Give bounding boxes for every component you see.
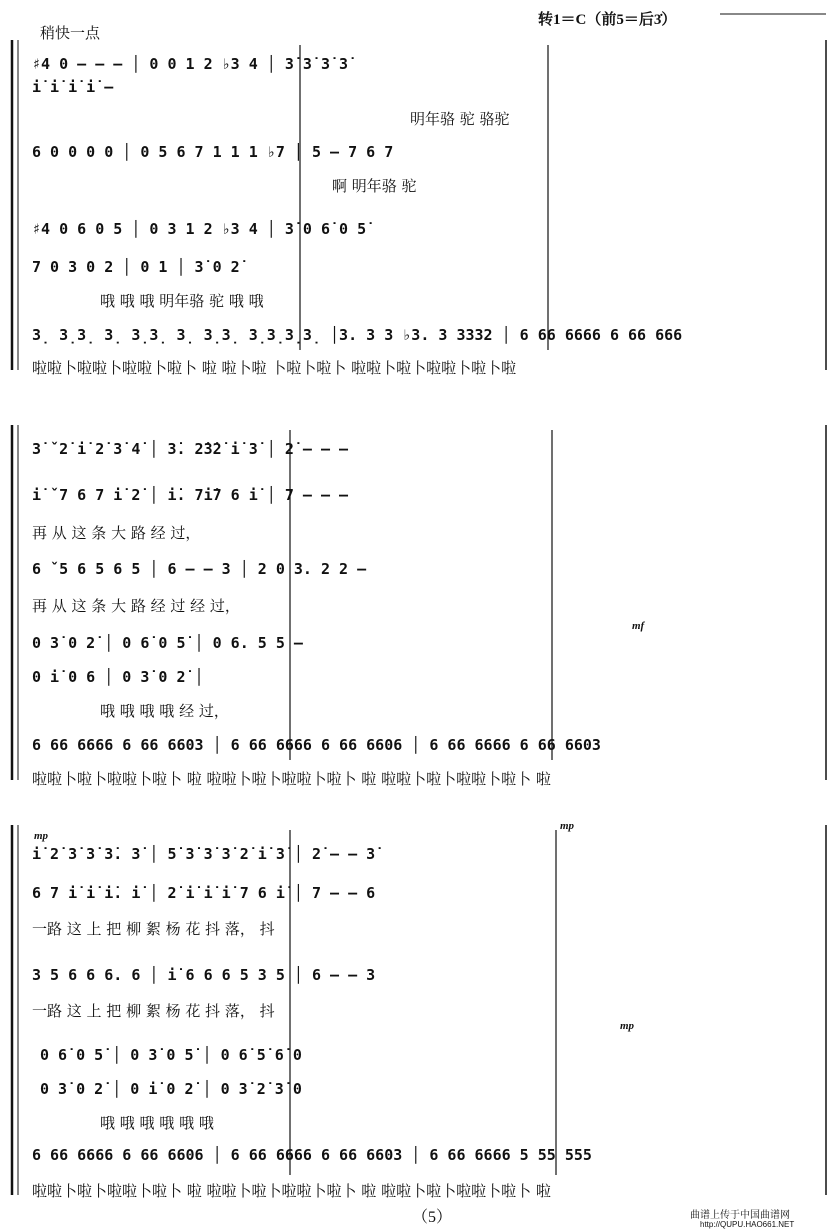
s1-alto-notes: 6 0 0 0 0 │ 0 5 6 7 1 1 1 ♭7 │ 5 – 7 6 7 — [32, 143, 394, 161]
s2-tenor2-notes: 0 i̇ 0 6 │ 0 3̇ 0 2̇ │ — [32, 668, 204, 686]
dynamic-mp-2: mp — [560, 820, 575, 832]
s1-lyric-2: 啊 明年骆 驼 — [332, 177, 417, 195]
s3-bass-notes: 6 66 6666 6 66 6606 │ 6 66 6666 6 66 6603 │ 6 66 6666 5 55 555 — [32, 1146, 592, 1164]
s1-lyric-3: 哦 哦 哦 明年骆 驼 哦 哦 — [100, 292, 264, 310]
s2-lyric-4: 啦啦卜啦卜啦啦卜啦卜 啦 啦啦卜啦卜啦啦卜啦卜 啦 啦啦卜啦卜啦啦卜啦卜 啦 — [32, 770, 551, 788]
s2-tenor-notes: 0 3̇ 0 2̇ │ 0 6̇ 0 5̇ │ 0 6. 5 5 – — [32, 634, 303, 652]
s2-soprano2-notes: i̇ ˇ7 6 7 i̇ 2̇ │ i̇. 7i̇7 6 i̇ │ 7 – – – — [32, 486, 349, 504]
s2-bass-notes: 6 66 6666 6 66 6603 │ 6 66 6666 6 66 6606 │ 6 66 6666 6 66 6603 — [32, 736, 601, 754]
watermark: 曲谱上传于中国曲谱网 — [690, 1210, 790, 1221]
s1-lyric-4: 啦啦卜啦啦卜啦啦卜啦卜 啦 啦卜啦 卜啦卜啦卜 啦啦卜啦卜啦啦卜啦卜啦 — [32, 359, 517, 377]
s2-alto-notes: 6 ˇ5 6 5 6 5 │ 6 – – 3 │ 2 0 3. 2 2 – — [32, 560, 367, 578]
dynamic-mp-1: mp — [34, 830, 49, 842]
dynamic-mp-3: mp — [620, 1020, 635, 1032]
s3-lyric-3: 哦 哦 哦 哦 哦 哦 — [100, 1114, 214, 1132]
s2-lyric-2: 再 从 这 条 大 路 经 过 经 过， — [32, 597, 240, 615]
key-change-marking: 转1＝C（前5＝后3̇） — [538, 12, 677, 28]
page-number: （5） — [412, 1209, 453, 1226]
s1-tenor2-notes: 7 0 3 0 2 │ 0 1 │ 3̇ 0 2̇ — [32, 258, 240, 276]
tempo-marking: 稍快一点 — [40, 26, 101, 42]
s3-lyric-4: 啦啦卜啦卜啦啦卜啦卜 啦 啦啦卜啦卜啦啦卜啦卜 啦 啦啦卜啦卜啦啦卜啦卜 啦 — [32, 1182, 551, 1200]
s1-tenor-notes: ♯4 0 6 0 5 │ 0 3 1 2 ♭3 4 │ 3̇ 0 6̇ 0 5̇ — [32, 220, 367, 238]
s1-bass-notes: 3̣ 3̣3̣ 3̣ 3̣3̣ 3̣ 3̣3̣ 3̣3̣3̣3̣ │3. 3 3 ♭3. 3 3332 │ 6 66 6666 6 66 666 — [32, 326, 683, 344]
s3-tenor-notes: 0 6̇ 0 5̇ │ 0 3̇ 0 5̇ │ 0 6̇ 5̇ 6̇ 0 — [40, 1046, 302, 1064]
s1-lyric-1: 明年骆 驼 骆驼 — [410, 110, 510, 128]
s2-lyric-3: 哦 哦 哦 哦 经 过， — [100, 702, 229, 720]
watermark-url: http://QUPU.HAO661.NET — [700, 1220, 795, 1229]
s3-soprano2-notes: 6 7 i̇ i̇ i̇. i̇ │ 2̇ i̇ i̇ i̇ 7 6 i̇ │ 7 – – 6 — [32, 884, 376, 902]
s2-soprano-notes: 3̇ ˇ2̇ i̇ 2̇ 3̇ 4̇ │ 3̇. 2̇3̇2̇ i̇ 3̇ │ 2̇ – – – — [32, 440, 349, 458]
s2-lyric-1: 再 从 这 条 大 路 经 过， — [32, 524, 201, 542]
s1-soprano2-notes: i̇ i̇ i̇ i̇ – — [32, 78, 114, 96]
s1-soprano-notes: ♯4 0 – – – │ 0 0 1 2 ♭3 4 │ 3̇ 3̇ 3̇ 3̇ — [32, 55, 349, 73]
s3-lyric-2: 一路 这 上 把 柳 絮 杨 花 抖 落， 抖 — [32, 1002, 275, 1020]
dynamic-mf: mf — [632, 620, 645, 632]
s3-tenor2-notes: 0 3̇ 0 2̇ │ 0 i̇ 0 2̇ │ 0 3̇ 2̇ 3̇ 0 — [40, 1080, 302, 1098]
s3-alto-notes: 3 5 6 6 6. 6 │ i̇ 6 6 6 5 3 5 │ 6 – – 3 — [32, 966, 376, 984]
s3-lyric-1: 一路 这 上 把 柳 絮 杨 花 抖 落， 抖 — [32, 920, 275, 938]
s3-soprano-notes: i̇ 2̇ 3̇ 3̇ 3̇. 3̇ │ 5̇ 3̇ 3̇ 3̇ 2̇ i̇ 3̇ │ 2̇ – – 3̇ — [32, 845, 376, 863]
